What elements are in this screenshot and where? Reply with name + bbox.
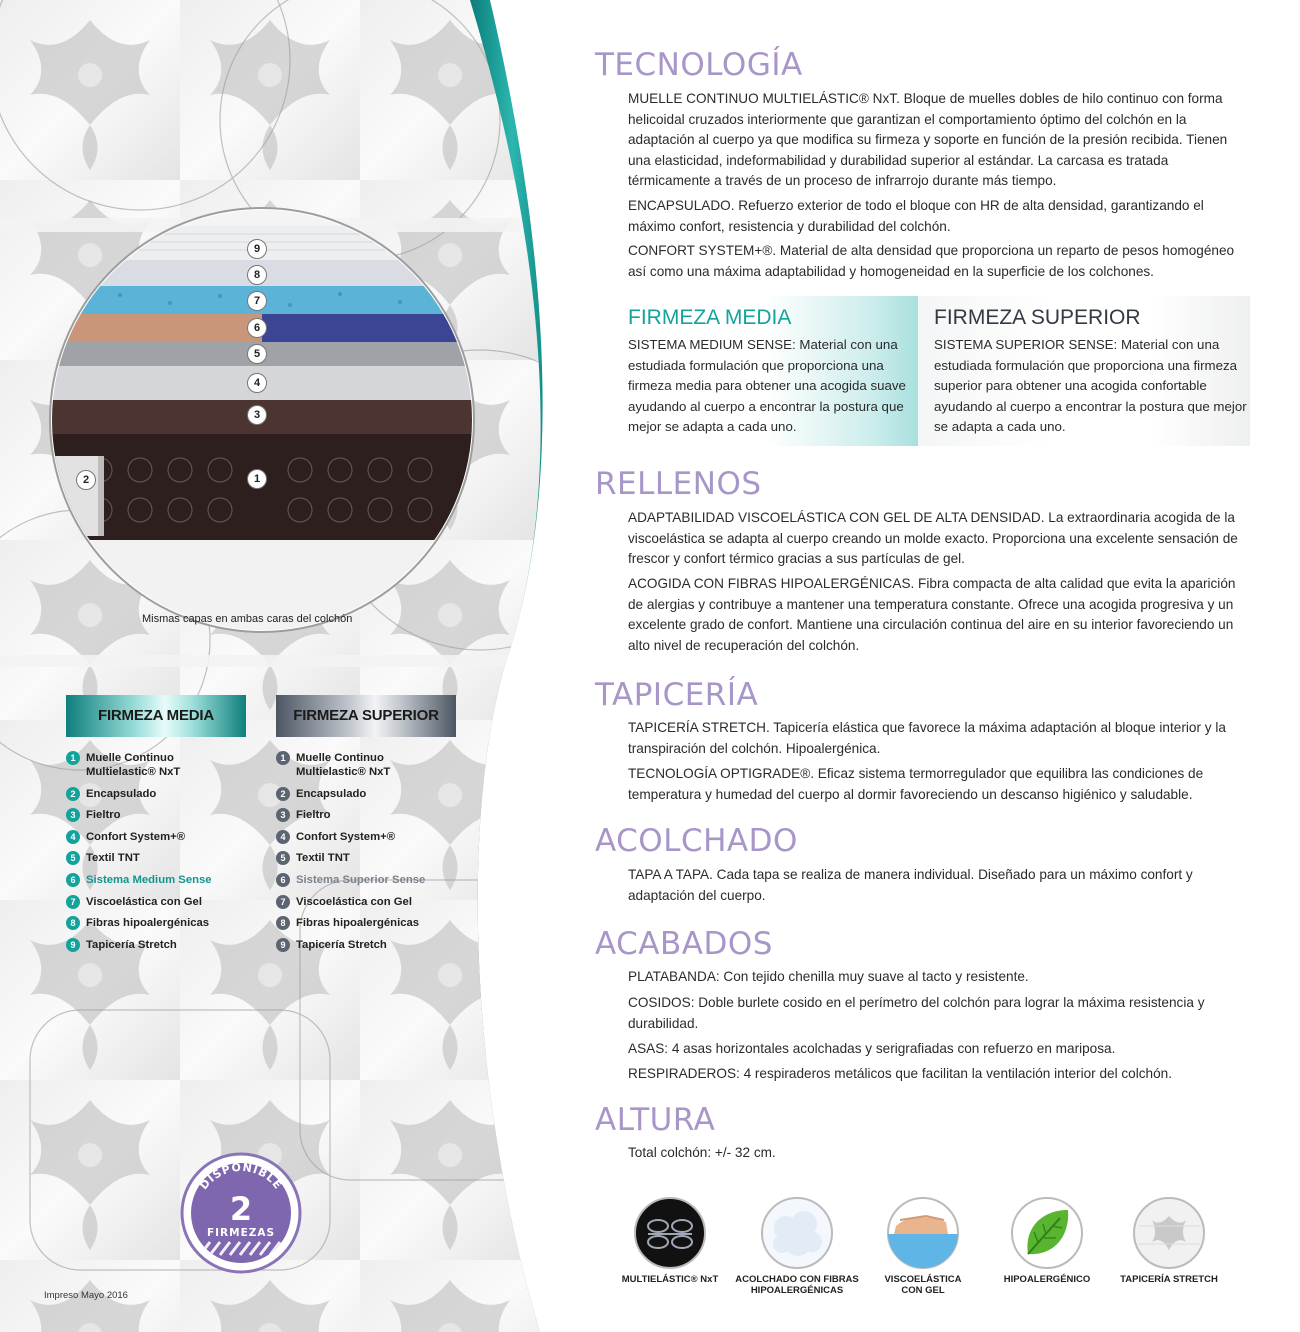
leaf-icon [1010, 1196, 1084, 1270]
fibres-icon [760, 1196, 834, 1270]
feature-label: TAPICERÍA STRETCH [1120, 1274, 1218, 1285]
legend-label: Sistema Medium Sense [86, 873, 212, 886]
number-badge: 7 [66, 895, 80, 909]
rellenos-fibras-paragraph: ACOGIDA CON FIBRAS HIPOALERGÉNICAS. Fibra compacta de alta calidad que evita la aparición de alergias y contribuye a mantener una temperatura constante. Ofrece una acogida progresiva y un excelente grado de confort. Mantiene una circulación continua del aire en su interior favoreciendo un alto nivel de recuperación del colchón. [628, 576, 1236, 653]
list-item [276, 808, 456, 822]
list-item [66, 938, 246, 952]
legend-firmeza-superior-list [276, 751, 456, 952]
legend-label: Confort System+® [296, 830, 396, 843]
list-item [66, 751, 246, 779]
badge-number: 2 [229, 1190, 253, 1228]
tapiceria-stretch-paragraph: TAPICERÍA STRETCH. Tapicería elástica que favorece la máxima adaptación al bloque interior y la transpiración del colchón. Hipoalergénica. [628, 720, 1226, 756]
legend-label: Tapicería Stretch [296, 938, 387, 951]
legend-label: Fieltro [296, 809, 331, 822]
acabados-respiraderos-paragraph: RESPIRADEROS: 4 respiraderos metálicos que facilitan la ventilación interior del colchón. [628, 1066, 1173, 1081]
legend-label: Muelle Continuo Multielastic® NxT [296, 752, 391, 778]
legend-label: Tapicería Stretch [86, 938, 177, 951]
number-badge: 3 [276, 808, 290, 822]
section-title-rellenos: RELLENOS [595, 466, 762, 502]
number-badge: 4 [66, 830, 80, 844]
legend-firmeza-media [66, 695, 246, 959]
legend-label: Confort System+® [86, 830, 186, 843]
list-item [66, 787, 246, 801]
feature-label: ACOLCHADO CON FIBRAS HIPOALERGÉNICAS [735, 1274, 859, 1296]
acabados-cosidos-paragraph: COSIDOS: Doble burlete cosido en el perímetro del colchón para lograr la máxima resistencia y durabilidad. [628, 995, 1205, 1031]
list-item [276, 830, 456, 844]
feature-label: HIPOALERGÉNICO [1003, 1274, 1091, 1285]
legend-label: Encapsulado [86, 787, 157, 800]
feature-acolchado-fibras [732, 1196, 862, 1296]
list-item [276, 916, 456, 930]
number-badge: 1 [66, 751, 80, 765]
list-item-highlight [66, 873, 246, 887]
section-title-acolchado: ACOLCHADO [595, 823, 798, 859]
acabados-asas-paragraph: ASAS: 4 asas horizontales acolchadas y serigrafiadas con refuerzo en mariposa. [628, 1041, 1116, 1056]
list-item [66, 808, 246, 822]
layer-badge-5: 5 [247, 344, 267, 364]
firmeza-superior-panel [918, 296, 1250, 446]
number-badge: 3 [66, 808, 80, 822]
tecnologia-encapsulado-paragraph: ENCAPSULADO. Refuerzo exterior de todo el bloque con HR de alta densidad, garantizando el máximo confort, resistencia y durabilidad del colchón. [628, 198, 1204, 234]
layers-caption: Mismas capas en ambas caras del colchón [142, 613, 353, 625]
badge-top-text: DISPONIBLE [197, 1160, 285, 1193]
tapiceria-optigrade-paragraph: TECNOLOGÍA OPTIGRADE®. Eficaz sistema termorregulador que equilibra las condiciones de temperatura y humedad del cuerpo al dormir favoreciendo un descanso higiénico y saludable. [628, 766, 1204, 802]
number-badge: 9 [276, 938, 290, 952]
legend-label: Muelle Continuo Multielastic® NxT [86, 752, 181, 778]
printed-date: Impreso Mayo 2016 [44, 1290, 128, 1301]
number-badge: 6 [66, 873, 80, 887]
firmeza-media-title: FIRMEZA MEDIA [628, 306, 792, 329]
legend-firmeza-superior [276, 695, 456, 959]
number-badge: 8 [276, 916, 290, 930]
layer-badge-6: 6 [247, 318, 267, 338]
layer-badge-3: 3 [247, 405, 267, 425]
layer-badge-9: 9 [247, 239, 267, 259]
number-badge: 2 [276, 787, 290, 801]
fabric-icon [1132, 1196, 1206, 1270]
section-title-tecnologia: TECNOLOGÍA [595, 47, 803, 83]
legend-label: Fibras hipoalergénicas [296, 917, 420, 930]
list-item-highlight [276, 873, 456, 887]
number-badge: 4 [276, 830, 290, 844]
layer-badge-1: 1 [247, 469, 267, 489]
badge-bottom-text: FIRMEZAS [206, 1227, 276, 1239]
list-item [66, 895, 246, 909]
legend-firmeza-media-list [66, 751, 246, 952]
firmeza-superior-title: FIRMEZA SUPERIOR [934, 306, 1141, 329]
firmeza-media-text: SISTEMA MEDIUM SENSE: Material con una estudiada formulación que proporciona una firmeza media para obtener una acogida suave ayudando al cuerpo a encontrar la postura que mejor se adapta a cada uno. [628, 337, 906, 434]
acolchado-paragraph: TAPA A TAPA. Cada tapa se realiza de manera individual. Diseñado para un máximo confort y adaptación del cuerpo. [628, 867, 1193, 903]
list-item [276, 751, 456, 779]
rellenos-viscoelastica-paragraph: ADAPTABILIDAD VISCOELÁSTICA CON GEL DE ALTA DENSIDAD. La extraordinaria acogida de la viscoelástica se adapta al cuerpo creando un molde exacto. Proporciona una excelente sensación de frescor y confort térmico gracias a sus partículas de gel. [628, 510, 1238, 566]
list-item [66, 916, 246, 930]
feature-label: VISCOELÁSTICA CON GEL [884, 1274, 962, 1296]
section-title-tapiceria: TAPICERÍA [595, 677, 759, 713]
number-badge: 8 [66, 916, 80, 930]
legend-label: Fibras hipoalergénicas [86, 917, 210, 930]
legend-label: Textil TNT [86, 852, 140, 865]
number-badge: 2 [66, 787, 80, 801]
tecnologia-muelle-paragraph: MUELLE CONTINUO MULTIELÁSTIC® NxT. Bloque de muelles dobles de hilo continuo con forma helicoidal cruzados interiormente que garantizan el comportamiento óptimo del colchón en la adaptación al cuerpo ya que modifica su firmeza y soporte en función de la presión recibida. Tienen una elasticidad, indeformabilidad y durabilidad superior al estándar. La carcasa es tratada térmicamente a través de un proceso de infrarrojo durante más tiempo. [628, 91, 1228, 188]
list-item [66, 830, 246, 844]
section-title-altura: ALTURA [595, 1102, 716, 1138]
layer-badge-8: 8 [247, 265, 267, 285]
number-badge: 5 [276, 851, 290, 865]
legend-label: Encapsulado [296, 787, 367, 800]
hand-gel-icon [886, 1196, 960, 1270]
feature-hipoalergenico [982, 1196, 1112, 1285]
legend-firmeza-superior-title: FIRMEZA SUPERIOR [276, 695, 456, 737]
number-badge: 1 [276, 751, 290, 765]
feature-icons-row [608, 1196, 1268, 1316]
number-badge: 7 [276, 895, 290, 909]
feature-tapiceria-stretch [1104, 1196, 1234, 1285]
layer-badge-4: 4 [247, 373, 267, 393]
list-item [276, 938, 456, 952]
altura-paragraph: Total colchón: +/- 32 cm. [628, 1145, 776, 1160]
acabados-platabanda-paragraph: PLATABANDA: Con tejido chenilla muy suave al tacto y resistente. [628, 969, 1029, 984]
legend-label: Viscoelástica con Gel [86, 895, 202, 908]
legend-firmeza-media-title: FIRMEZA MEDIA [66, 695, 246, 737]
firmeza-media-panel [578, 296, 918, 446]
tecnologia-confort-paragraph: CONFORT SYSTEM+®. Material de alta densidad que proporciona un reparto de pesos homogéneo así como una máxima adaptabilidad y homogeneidad en la superficie de los colchones. [628, 243, 1235, 279]
number-badge: 5 [66, 851, 80, 865]
list-item [276, 895, 456, 909]
list-item [276, 851, 456, 865]
firmeza-comparison-band [578, 296, 1250, 446]
feature-multielastic [605, 1196, 735, 1285]
disponible-2-firmezas-badge [180, 1152, 302, 1274]
feature-viscoelastica-gel [858, 1196, 988, 1296]
list-item [276, 787, 456, 801]
number-badge: 9 [66, 938, 80, 952]
layer-badge-7: 7 [247, 291, 267, 311]
number-badge: 6 [276, 873, 290, 887]
section-title-acabados: ACABADOS [595, 926, 773, 962]
legend-label: Textil TNT [296, 852, 350, 865]
feature-label: MULTIELÁSTIC® NxT [621, 1274, 719, 1285]
legend-label: Viscoelástica con Gel [296, 895, 412, 908]
layer-badge-2: 2 [76, 470, 96, 490]
spring-icon [633, 1196, 707, 1270]
legend-label: Fieltro [86, 809, 121, 822]
left-panel [0, 0, 560, 1332]
legend-label: Sistema Superior Sense [296, 873, 426, 886]
list-item [66, 851, 246, 865]
mattress-background-illustration [0, 0, 560, 1332]
firmeza-superior-text: SISTEMA SUPERIOR SENSE: Material con una estudiada formulación que proporciona una firmeza superior para obtener una acogida confortable ayudando al cuerpo a encontrar la postura que mejor se adapta a cada uno. [934, 337, 1247, 434]
